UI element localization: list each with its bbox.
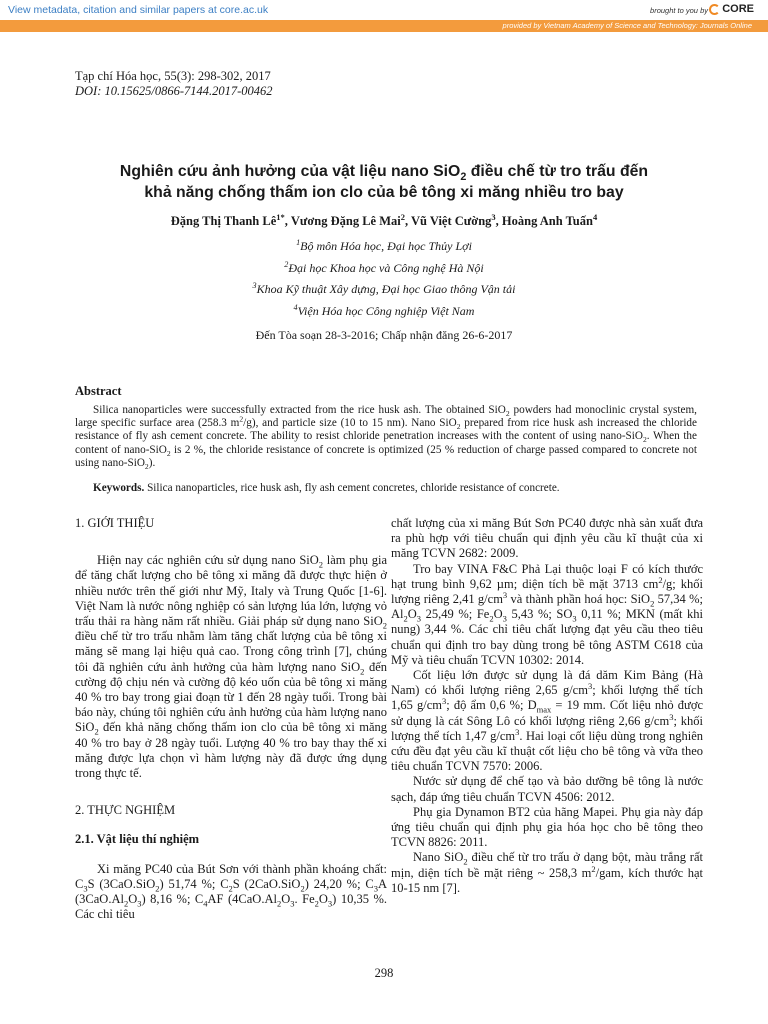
paragraph: Nước sử dụng để chế tạo và bảo dưỡng bê tông là nước sạch, đáp ứng tiêu chuẩn TCVN 4506: 2012. — [391, 774, 703, 804]
affiliation: $^4$Viện Hóa học Công nghiệp Việt Nam — [293, 302, 475, 318]
received-dates: Đến Tòa soạn 28-3-2016; Chấp nhận đăng 26-6-2017 — [255, 328, 513, 342]
affiliation: $^3$Khoa Kỹ thuật Xây dựng, Đại học Giao thông Vận tải — [252, 281, 516, 296]
paragraph: chất lượng của xi măng Bút Sơn PC40 được nhà sản xuất đưa ra phù hợp với tiêu chuẩn qui định yêu cầu kĩ thuật của xi măng TCVN 2682: 2009. — [391, 516, 703, 561]
core-logo-icon — [709, 4, 720, 15]
author-sup: 1* — [276, 211, 285, 222]
view-metadata-link[interactable]: View metadata, citation and similar papers at core.ac.uk — [8, 4, 269, 16]
author-name: Vũ Việt Cường — [411, 214, 492, 228]
title-line2: khả năng chống thấm ion clo của bê tông xi măng nhiều tro bay — [144, 184, 624, 201]
core-logo[interactable] — [709, 3, 754, 15]
left-column — [75, 516, 387, 922]
keywords-text: Silica nanoparticles, rice husk ash, fly ash cement concretes, chloride resistance of concrete. — [144, 482, 560, 494]
paragraph: Cốt liệu lớn được sử dụng là đá dăm Kim Bảng (Hà Nam) có khối lượng riêng 2,65 $g/cm^3$; khối lượng thể tích 1,65 $g/cm^3$; độ ẩm 0,6 %; $D_{max} = 19$ mm. Cốt liệu nhỏ được sử dụng là cát Sông Lô có khối lượng riêng 2,66 $g/cm^3$; khối lượng thể tích 1,47 $g/cm^3$. Hai loại cốt liệu dùng trong nghiên cứu đều đạt yêu cầu kĩ thuật cốt liệu cho bê tông và vữa theo tiêu chuẩn TCVN 7570: 2006. — [391, 668, 703, 774]
author-sup: 2 — [400, 211, 405, 222]
abstract-text: Silica nanoparticles were successfully extracted from the rice husk ash. The obtained SiO$_2$ powders had monoclinic crystal system, large specific surface area (258.3 $m^2/g$), and particle size (10 to 15 nm). Nano SiO$_2$ prepared from rice husk ash increased the chloride resistance of fly ash cement concrete. The ability to resist chloride penetration increases with the content of using nano-SiO$_2$. When the content of nano-SiO$_2$ is 2 %, the chloride resistance of concrete is optimized (25 % reduction of charge passed compared to concrete not using nano-SiO$_2$). — [75, 404, 697, 472]
provided-by-link[interactable]: provided by Vietnam Academy of Science and Technology: Journals Online — [502, 21, 752, 30]
core-logo-text: CORE — [722, 3, 754, 15]
paragraph: Tro bay VINA F&C Phả Lại thuộc loại F có kích thước hạt trung bình 9,62 µm; diện tích bề mặt 3713 $cm^2/g$; khối lượng riêng 2,41 $g/cm^3$ và thành phần hoá học: SiO$_2$ 57,34 %; $Al_2O_3$ 25,49 %; $Fe_2O_3$ 5,43 %; $SO_3$ 0,11 %; MKN (mất khi nung) 3,44 %. Các chỉ tiêu chất lượng đạt yêu cầu theo tiêu chuẩn qui định tro bay dùng trong bê tông ASTM C618 của Mỹ và tiêu chuẩn TCVN 10302: 2014. — [391, 561, 704, 667]
author-name: Đặng Thị Thanh Lê — [170, 214, 277, 228]
journal-citation: Tạp chí Hóa học, 55(3): 298-302, 2017 — [75, 69, 271, 83]
affiliation: $^2$Đại học Khoa học và Công nghệ Hà Nội — [284, 259, 484, 275]
right-column — [391, 516, 703, 896]
subsection-heading-materials: 2.1. Vật liệu thí nghiệm — [75, 832, 200, 847]
author-sup: 3 — [491, 211, 496, 222]
keywords — [75, 482, 697, 495]
paragraph: Hiện nay các nghiên cứu sử dụng nano SiO$_2$ làm phụ gia để tăng chất lượng cho bê tông xi măng đã được thực hiện ở nhiều nước trên thế giới như Mỹ, Italy và Trung Quốc [1-6]. Việt Nam là nước nông nghiệp có sản lượng lúa lớn, lượng vỏ trấu thải ra hàng năm rất nhiều. Giải pháp sử dụng nano SiO$_2$ điều chế từ tro trấu nhằm làm tăng chất lượng của bê tông xi măng sẽ mang lại hiệu quả cao. Trong công trình [7], chúng tôi đã nghiên cứu ảnh hưởng của hàm lượng nano SiO$_2$ đến cường độ chịu nén và cường độ kéo uốn của bê tông xi măng 40 % tro bay trong giai đoạn từ 1 đến 28 ngày tuổi. Trong bài báo này, chúng tôi nghiên cứu ảnh hưởng của hàm lượng nano SiO$_2$ đến khả năng chống thấm ion clo của bê tông xi măng 40 % tro bay ở 28 ngày tuổi. Lượng 40 % tro bay thay thế xi măng được lựa chọn vì hàm lượng này đã được ứng dụng trong thực tế. — [75, 553, 387, 781]
paragraph: Phụ gia Dynamon BT2 của hãng Mapei. Phụ gia này đáp ứng tiêu chuẩn qui định phụ gia hóa học cho bê tông theo TCVN 8826: 2011. — [391, 804, 703, 850]
paragraph: Xi măng PC40 của Bút Sơn với thành phần khoáng chất: $C_3S$ (3CaO.SiO$_2$) 51,74 %; $C_2S$ (2CaO.SiO$_2$) 24,20 %; $C_3A$ $(3CaO.Al_2O_3)$ 8,16 %; $C_4AF$ ($4CaO.Al_2O_3$. $Fe_2O_3$) 10,35 %. Các chỉ tiêu — [75, 861, 387, 922]
title-subscript: 2 — [460, 171, 467, 184]
author-name: Vương Đặng Lê Mai — [290, 214, 401, 228]
title-line1-post: điều chế từ tro trấu đến — [466, 163, 649, 180]
keywords-label: Keywords. — [93, 482, 145, 494]
abstract-body — [75, 404, 697, 470]
journal-info — [75, 69, 273, 99]
abstract-heading: Abstract — [75, 384, 122, 398]
author-name: Hoàng Anh Tuấn — [501, 214, 593, 228]
title-line1-pre: Nghiên cứu ảnh hưởng của vật liệu nano SiO — [119, 163, 461, 180]
doi[interactable]: DOI: 10.15625/0866-7144.2017-00462 — [75, 84, 273, 98]
affiliation: $^1$Bộ môn Hóa học, Đại học Thủy Lợi — [296, 238, 472, 253]
paragraph: Nano SiO$_2$ điều chế từ tro trấu ở dạng bột, màu trắng rất mịn, diện tích bề mặt riêng ~ 258,3 $m^2$/gam, kích thước hạt 10-15 nm [7]. — [391, 850, 703, 895]
paper-title — [60, 161, 708, 203]
author-list: Đặng Thị Thanh $Lê^{1*}$, Vương Đặng Lê Mai$^2$, Vũ Việt Cường$^3$, Hoàng Anh Tuấn$^4$ — [170, 211, 598, 228]
affiliation-list — [60, 236, 708, 322]
provided-by-banner — [0, 20, 768, 32]
core-top-bar — [0, 0, 768, 20]
section-heading-experimental: 2. THỰC NGHIỆM — [75, 803, 176, 818]
page-number: 298 — [374, 966, 394, 980]
author-sup: 4 — [592, 211, 598, 222]
section-heading-introduction: 1. GIỚI THIỆU — [75, 516, 155, 530]
brought-by-text: brought to you by — [650, 6, 708, 15]
